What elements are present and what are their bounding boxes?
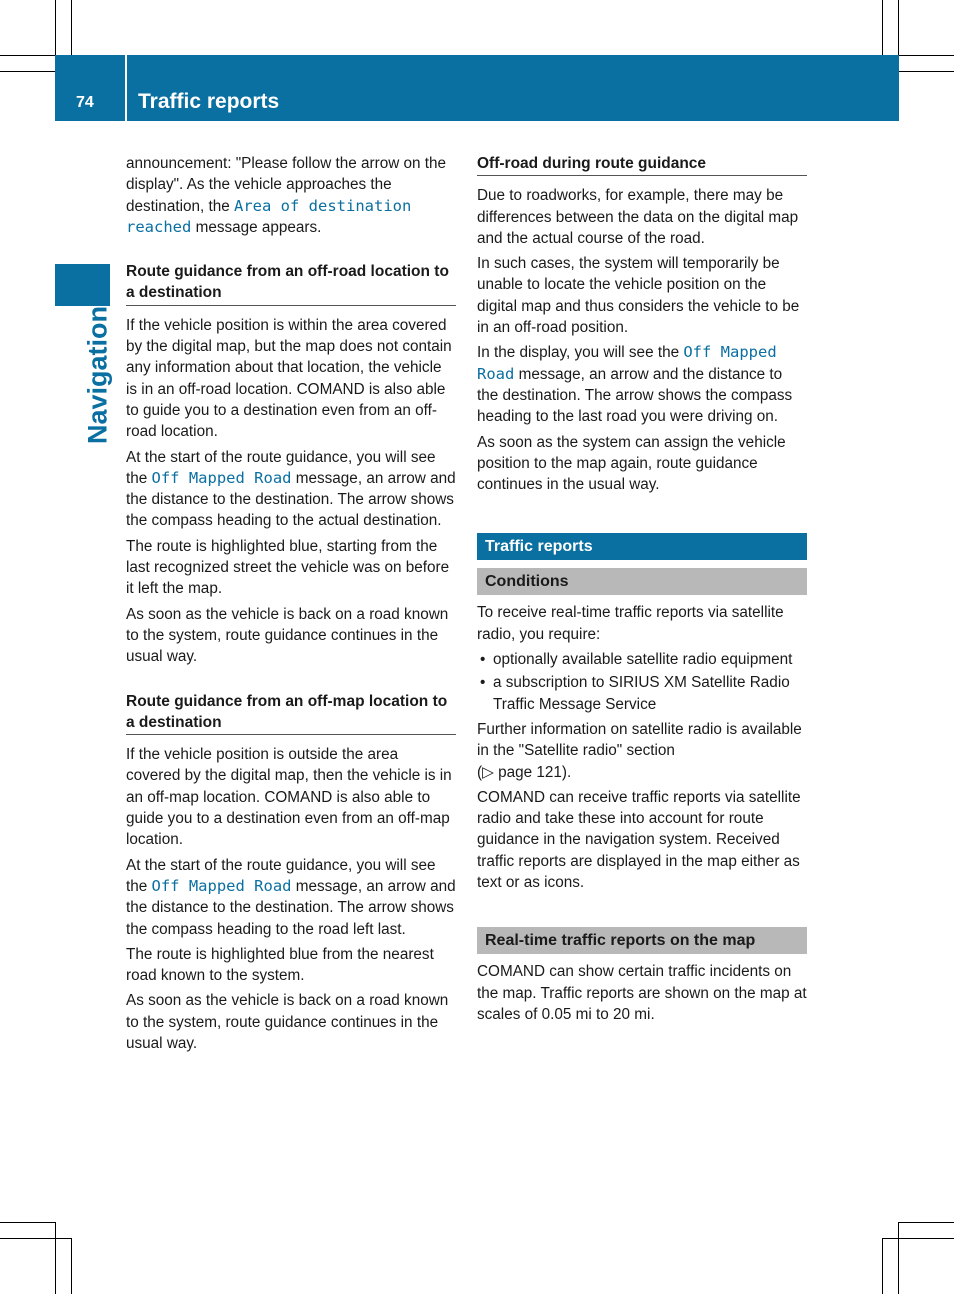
paragraph: COMAND can show certain traffic incidents on the map. Traffic reports are shown on the map at scales of 0.05 mi to 20 mi. (477, 963, 807, 1023)
paragraph: As soon as the vehicle is back on a road known to the system, route guidance continues in the usual way. (126, 605, 449, 666)
bullet: • (480, 674, 486, 692)
paragraph: Due to roadworks, for example, there may be differences between the data on the digital map and the actual course of the road. (477, 187, 799, 247)
paragraph: In such cases, the system will temporarily be unable to locate the vehicle position on the digital map and thus considers the vehicle to be in an off-road position. (477, 255, 800, 337)
intro-text-end: message appears. (191, 218, 322, 236)
paragraph (126, 855, 456, 940)
paragraph: As soon as the vehicle is back on a road known to the system, route guidance continues in the usual way. (126, 992, 449, 1052)
chapter-tab-marker (55, 264, 110, 306)
display-message-code: Area of destination reached (126, 196, 412, 236)
crop-mark (882, 1238, 954, 1239)
crop-mark (55, 1222, 56, 1294)
intro-text: announcement: "Please follow the arrow on the display". As the vehicle approaches the destination, the (126, 155, 447, 215)
paragraph-text: In the display, you will see the (477, 344, 684, 362)
section-title-bar: Traffic reports (477, 533, 807, 560)
crop-mark (0, 71, 55, 72)
paragraph-text: message, an arrow and the distance to the destination. The arrow shows the compass heading to the last road you were driving on. (477, 365, 793, 426)
paragraph: If the vehicle position is within the area covered by the digital map, but the map does not contain any information about that location, the vehicle is in an off-road location. COMAND is also able to guide you to a destination even from an off-road location. (126, 316, 452, 441)
bullet: • (480, 651, 486, 669)
crop-mark (898, 1222, 954, 1223)
paragraph (126, 447, 456, 532)
paragraph-text: message, an arrow and the distance to the destination. The arrow shows the compass heading to the actual destination. (126, 469, 456, 530)
paragraph: The route is highlighted blue from the nearest road known to the system. (126, 945, 434, 985)
paragraph: As soon as the system can assign the vehicle position to the map again, route guidance continues in the usual way. (477, 433, 786, 494)
crop-mark (899, 71, 954, 72)
intro-paragraph (126, 153, 456, 238)
section-heading: Route guidance from an off-map location to a destination (126, 691, 456, 736)
header-divider (125, 55, 127, 121)
crop-mark (898, 0, 899, 55)
crop-mark (882, 1238, 883, 1294)
crop-mark (899, 55, 954, 56)
crop-mark (55, 0, 56, 55)
right-column (477, 153, 807, 1029)
list-item (477, 672, 807, 715)
paragraph-text: At the start of the route guidance, you will see the (126, 448, 436, 487)
crop-mark (0, 55, 55, 56)
crop-mark (71, 1238, 72, 1294)
page-title: Traffic reports (138, 90, 280, 113)
display-message-code: Off Mapped Road (477, 343, 777, 383)
paragraph (477, 719, 807, 783)
list-item-text: a subscription to SIRIUS XM Satellite Radio Traffic Message Service (493, 674, 790, 713)
list-item-text: optionally available satellite radio equipment (493, 651, 793, 669)
paragraph: COMAND can receive traffic reports via satellite radio and take these into account for route guidance in the navigation system. Received traffic reports are displayed in the map either as text or as icons. (477, 788, 801, 892)
paragraph: If the vehicle position is outside the area covered by the digital map, then the vehicle is in an off-map location. COMAND is also able to guide you to a destination even from an off-map location. (126, 746, 452, 849)
page-number: 74 (76, 94, 94, 111)
section-heading: Route guidance from an off-road location to a destination (126, 261, 456, 306)
paragraph (477, 342, 807, 427)
crop-mark (898, 1222, 899, 1294)
crop-mark (0, 1222, 55, 1223)
paragraph-text: At the start of the route guidance, you will see the (126, 856, 436, 895)
chapter-label-text: Navigation (82, 305, 113, 445)
subsection-title-bar: Conditions (477, 568, 807, 595)
paragraph-text: Further information on satellite radio is available in the "Satellite radio" section (477, 720, 802, 760)
left-column (126, 153, 456, 1058)
paragraph-text: message, an arrow and the distance to the destination. The arrow shows the compass heading to the road left last. (126, 877, 456, 938)
crop-mark (71, 0, 72, 55)
paragraph: To receive real-time traffic reports via satellite radio, you require: (477, 604, 784, 643)
display-message-code: Off Mapped Road (151, 876, 292, 895)
page-reference[interactable]: (▷ page 121). (477, 763, 572, 781)
list-item (477, 649, 807, 670)
paragraph: The route is highlighted blue, starting from the last recognized street the vehicle was on before it left the map. (126, 537, 450, 598)
section-heading: Off-road during route guidance (477, 153, 807, 176)
display-message-code: Off Mapped Road (151, 468, 292, 487)
requirements-list (477, 649, 807, 715)
crop-mark (882, 0, 883, 55)
crop-mark (0, 1238, 71, 1239)
subsection-title-bar: Real-time traffic reports on the map (477, 927, 807, 954)
